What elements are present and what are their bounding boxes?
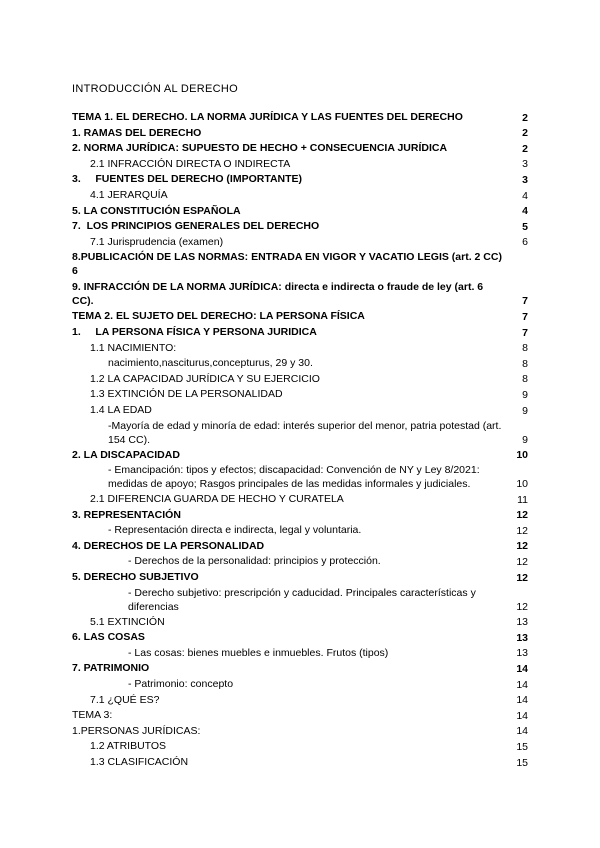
toc-entry-page: 6: [72, 265, 78, 278]
toc-entry-page: 13: [516, 616, 528, 629]
toc-entry-page: 15: [516, 741, 528, 753]
toc-entry-page: 13: [516, 647, 528, 660]
toc-entry[interactable]: [72, 250, 528, 280]
toc-entry-text: - Representación directa e indirecta, legal y voluntaria.: [108, 524, 362, 537]
toc-entry-text: -Mayoría de edad y minoría de edad: interés superior del menor, patria potestad (art. 154 CC).: [108, 419, 502, 446]
toc-entry[interactable]: [72, 219, 528, 235]
toc-entry[interactable]: [72, 615, 528, 631]
toc-entry-page: 13: [516, 631, 528, 644]
toc-entry[interactable]: [72, 508, 528, 524]
toc-entry[interactable]: [72, 739, 528, 755]
toc-entry-page: 12: [516, 556, 528, 569]
toc-entry-page: 14: [516, 694, 528, 707]
toc-entry-text: - Las cosas: bienes muebles e inmuebles. Frutos (tipos): [128, 646, 389, 659]
toc-entry-page: 4: [522, 189, 528, 202]
toc-entry[interactable]: [72, 235, 528, 251]
toc-entry-text: - Derecho subjetivo: prescripción y caducidad. Principales características y diferencias: [128, 586, 476, 613]
toc-entry-page: 8: [522, 342, 528, 355]
toc-entry-page: 9: [522, 433, 528, 446]
toc-entry-page: 10: [516, 478, 528, 491]
toc-entry-text: 9. INFRACCIÓN DE LA NORMA JURÍDICA: directa e indirecta o fraude de ley (art. 6 CC).: [72, 281, 484, 308]
toc-entry-text: 1.4 LA EDAD: [90, 403, 152, 416]
toc-entry[interactable]: [72, 586, 528, 615]
toc-entry-text: - Derechos de la personalidad: principios y protección.: [128, 555, 381, 568]
toc-entry-page: 2: [522, 127, 528, 140]
toc-entry[interactable]: [72, 677, 528, 693]
toc-entry[interactable]: [72, 341, 528, 357]
toc-entry-page: 12: [516, 600, 528, 613]
toc-entry-text: 2.1 DIFERENCIA GUARDA DE HECHO Y CURATELA: [90, 493, 344, 506]
toc-entry-page: 14: [516, 663, 528, 676]
toc-entry[interactable]: [72, 204, 528, 220]
toc-entry[interactable]: [72, 463, 528, 492]
toc-entry[interactable]: [72, 403, 528, 419]
toc-entry[interactable]: [72, 693, 528, 709]
toc-entry[interactable]: [72, 188, 528, 204]
table-of-contents: [72, 110, 528, 771]
toc-entry-text: 8.PUBLICACIÓN DE LAS NORMAS: ENTRADA EN VIGOR Y VACATIO LEGIS (art. 2 CC): [72, 251, 502, 264]
toc-entry-text: 7. LOS PRINCIPIOS GENERALES DEL DERECHO: [72, 220, 320, 233]
toc-entry[interactable]: [72, 492, 528, 508]
toc-entry[interactable]: [72, 523, 528, 539]
toc-entry-page: 9: [522, 388, 528, 401]
toc-entry-text: 6. LAS COSAS: [72, 631, 145, 644]
toc-entry[interactable]: [72, 724, 528, 740]
toc-entry-text: 3. REPRESENTACIÓN: [72, 508, 181, 521]
toc-entry-page: 6: [522, 236, 528, 249]
toc-entry[interactable]: [72, 356, 528, 372]
toc-entry[interactable]: [72, 280, 528, 309]
document-title: INTRODUCCIÓN AL DERECHO: [72, 83, 239, 95]
toc-entry-text: - Emancipación: tipos y efectos; discapacidad: Convención de NY y Ley 8/2021: medidas de apoyo; Rasgos principales de las medidas informales y judiciales.: [108, 464, 480, 491]
toc-entry-page: 12: [516, 571, 528, 584]
toc-entry-text: TEMA 1. EL DERECHO. LA NORMA JURÍDICA Y LAS FUENTES DEL DERECHO: [72, 111, 463, 123]
toc-entry[interactable]: [72, 157, 528, 173]
toc-entry-page: 3: [522, 173, 528, 186]
toc-entry-page: 7: [522, 310, 528, 323]
toc-entry-page: 3: [522, 158, 528, 171]
toc-entry-text: 1.2 LA CAPACIDAD JURÍDICA Y SU EJERCICIO: [90, 372, 320, 385]
toc-entry-text: 5.1 EXTINCIÓN: [90, 615, 165, 628]
toc-entry-text: 7.1 ¿QUÉ ES?: [90, 693, 160, 706]
toc-entry-page: 4: [522, 205, 528, 218]
toc-entry-text: TEMA 2. EL SUJETO DEL DERECHO: LA PERSONA FÍSICA: [72, 310, 365, 323]
toc-entry-page: 5: [522, 220, 528, 233]
toc-entry[interactable]: [72, 661, 528, 677]
toc-entry-text: 7.1 Jurisprudencia (examen): [90, 235, 224, 248]
toc-entry[interactable]: [72, 126, 528, 142]
toc-entry-page: 14: [516, 725, 528, 738]
toc-entry-page: 15: [516, 756, 528, 769]
toc-entry-text: 5. LA CONSTITUCIÓN ESPAÑOLA: [72, 204, 241, 217]
toc-entry[interactable]: [72, 387, 528, 403]
toc-entry[interactable]: [72, 646, 528, 662]
toc-entry[interactable]: [72, 141, 528, 157]
toc-entry-text: TEMA 3:: [72, 709, 113, 722]
toc-entry-text: 1.3 EXTINCIÓN DE LA PERSONALIDAD: [90, 388, 283, 401]
toc-entry-page: 9: [522, 404, 528, 417]
toc-entry[interactable]: [72, 419, 528, 448]
toc-entry-page: 12: [516, 540, 528, 553]
toc-entry-text: 1. LA PERSONA FÍSICA Y PERSONA JURIDICA: [72, 325, 317, 338]
toc-entry[interactable]: [72, 755, 528, 771]
toc-entry-text: 2.1 INFRACCIÓN DIRECTA O INDIRECTA: [90, 157, 291, 170]
toc-entry-text: 1. RAMAS DEL DERECHO: [72, 126, 202, 139]
toc-entry-text: 2. NORMA JURÍDICA: SUPUESTO DE HECHO + CONSECUENCIA JURÍDICA: [72, 142, 448, 155]
toc-entry[interactable]: [72, 325, 528, 341]
toc-entry-text: 3. FUENTES DEL DERECHO (IMPORTANTE): [72, 173, 303, 186]
toc-entry[interactable]: [72, 372, 528, 388]
toc-entry-page: 2: [522, 142, 528, 155]
toc-entry-page: 12: [516, 524, 528, 537]
toc-entry[interactable]: [72, 570, 528, 586]
toc-entry[interactable]: [72, 554, 528, 570]
toc-entry-page: 14: [516, 709, 528, 722]
toc-entry-text: 1.PERSONAS JURÍDICAS:: [72, 724, 201, 737]
toc-entry[interactable]: [72, 309, 528, 325]
toc-entry-page: 12: [516, 509, 528, 522]
toc-entry-page: 10: [516, 449, 528, 462]
toc-entry-page: 14: [516, 678, 528, 691]
toc-entry-page: 7: [522, 326, 528, 339]
toc-entry[interactable]: [72, 708, 528, 724]
toc-entry[interactable]: [72, 172, 528, 188]
toc-entry-page: 11: [517, 493, 528, 506]
toc-entry-text: 1.1 NACIMIENTO:: [90, 341, 177, 354]
toc-entry-text: nacimiento,nasciturus,concepturus, 29 y 30.: [108, 357, 313, 370]
toc-entry[interactable]: [72, 630, 528, 646]
toc-entry-text: 4. DERECHOS DE LA PERSONALIDAD: [72, 539, 265, 552]
toc-entry[interactable]: [72, 448, 528, 464]
toc-entry-page: 2: [522, 111, 528, 124]
toc-entry-page: 7: [522, 295, 528, 308]
toc-entry-text: 1.2 ATRIBUTOS: [90, 740, 167, 753]
toc-entry[interactable]: [72, 539, 528, 555]
toc-entry-text: 5. DERECHO SUBJETIVO: [72, 571, 199, 584]
toc-entry-text: - Patrimonio: concepto: [128, 678, 234, 691]
toc-entry[interactable]: [72, 110, 528, 126]
toc-entry-text: 4.1 JERARQUÍA: [90, 188, 168, 201]
toc-entry-text: 7. PATRIMONIO: [72, 662, 150, 675]
toc-entry-page: 8: [522, 357, 528, 370]
toc-entry-text: 2. LA DISCAPACIDAD: [72, 448, 180, 461]
toc-entry-page: 8: [522, 373, 528, 386]
toc-entry-text: 1.3 CLASIFICACIÓN: [90, 756, 189, 768]
